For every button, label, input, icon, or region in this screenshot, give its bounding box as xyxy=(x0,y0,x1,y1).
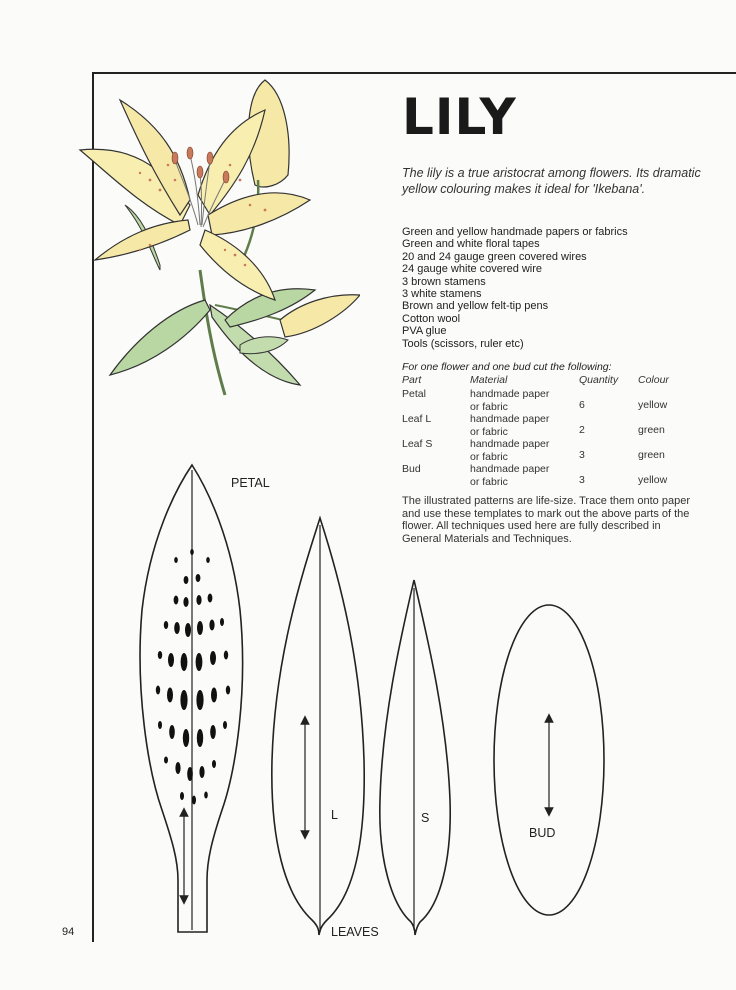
header-colour: Colour xyxy=(638,374,669,386)
row-quantity: 3 xyxy=(579,474,585,486)
bud-label: BUD xyxy=(529,826,556,840)
list-item: Green and yellow handmade papers or fabrics xyxy=(402,226,628,238)
row-part: Bud xyxy=(402,463,421,475)
row-part: Petal xyxy=(402,388,426,400)
petal-label: PETAL xyxy=(231,476,270,490)
row-quantity: 6 xyxy=(579,399,585,411)
list-item: 20 and 24 gauge green covered wires xyxy=(402,250,587,263)
cut-list-title: For one flower and one bud cut the following: xyxy=(402,361,612,373)
list-item: PVA glue xyxy=(402,325,447,338)
header-part: Part xyxy=(402,374,422,386)
row-colour: green xyxy=(638,449,665,461)
leaf-s-label: S xyxy=(421,811,430,825)
petal-pattern xyxy=(140,465,243,932)
row-colour: yellow xyxy=(638,399,668,411)
instructions-note: The illustrated patterns are life-size. Trace them onto paper and use these templates to mark out the above parts of the flower. All techniques used here are fully described in General Materials and Techniques. xyxy=(402,495,690,545)
row-colour: green xyxy=(638,424,665,436)
row-quantity: 3 xyxy=(579,449,585,461)
row-material: handmade paper or fabric xyxy=(470,388,550,413)
list-item: 3 white stamens xyxy=(402,288,482,301)
list-item: 24 gauge white covered wire xyxy=(402,263,543,276)
list-item: Tools (scissors, ruler etc) xyxy=(402,337,524,350)
leaf-l-pattern xyxy=(272,518,364,935)
row-material: handmade paper or fabric xyxy=(470,438,550,463)
leaf-s-pattern xyxy=(380,580,450,935)
list-item: Brown and yellow felt-tip pens xyxy=(402,300,549,313)
row-material: handmade paper or fabric xyxy=(470,413,550,438)
bud-pattern xyxy=(494,605,604,915)
list-item: 3 brown stamens xyxy=(402,275,486,288)
leaves-label: LEAVES xyxy=(331,925,379,939)
list-item: Green and white floral tapes xyxy=(402,238,540,251)
row-part: Leaf L xyxy=(402,413,432,425)
intro-text: The lily is a true aristocrat among flowers. Its dramatic yellow colouring makes it ideal for 'Ikebana'. xyxy=(402,166,701,196)
page-title: LILY xyxy=(402,88,517,146)
leaf-l-label: L xyxy=(331,808,338,822)
header-quantity: Quantity xyxy=(579,374,619,386)
row-material: handmade paper or fabric xyxy=(470,463,550,488)
row-part: Leaf S xyxy=(402,438,433,450)
row-quantity: 2 xyxy=(579,424,585,436)
header-material: Material xyxy=(470,374,508,386)
row-colour: yellow xyxy=(638,474,668,486)
list-item: Cotton wool xyxy=(402,312,461,325)
page-number: 94 xyxy=(62,926,75,938)
